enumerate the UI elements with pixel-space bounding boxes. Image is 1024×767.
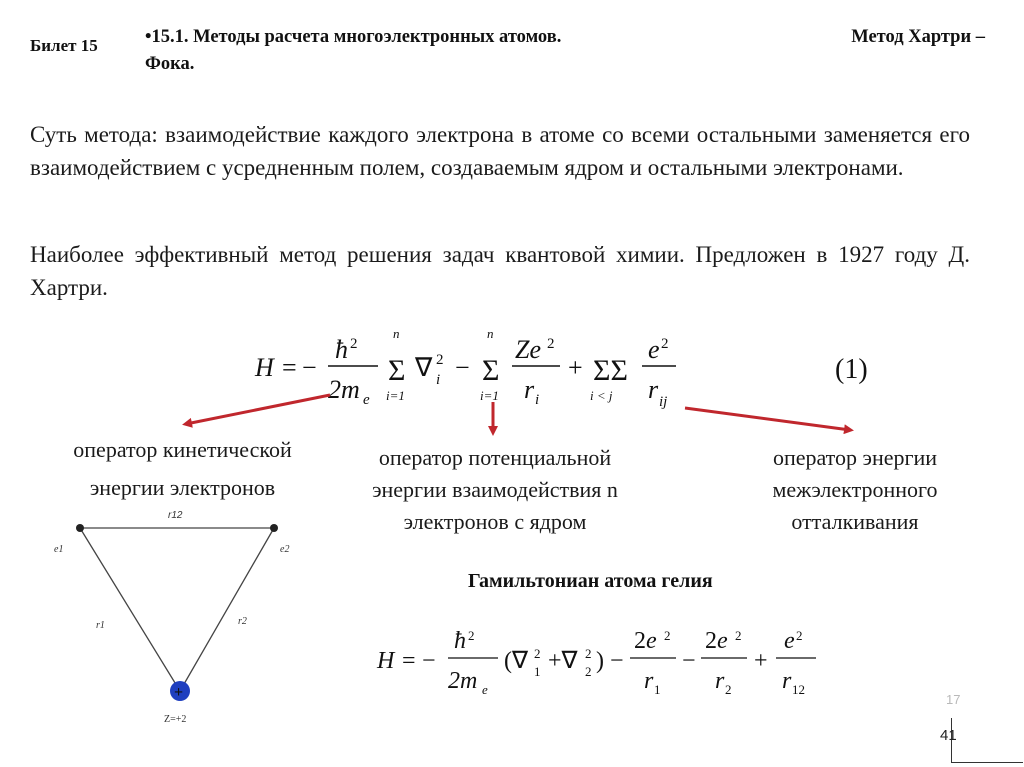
svg-text:12: 12 [792, 682, 805, 697]
svg-text:i: i [436, 372, 441, 388]
svg-text:e: e [482, 682, 488, 697]
svg-text:=: = [282, 353, 297, 382]
svg-text:2e: 2e [634, 628, 657, 654]
svg-text:i: i [535, 392, 540, 408]
svg-text:−: − [682, 648, 696, 674]
nucleus-charge-label: Z=+2 [164, 714, 187, 725]
svg-text:2: 2 [661, 336, 669, 352]
svg-text:H: H [377, 648, 395, 674]
equation-number: (1) [835, 354, 868, 385]
electron-1-point [76, 524, 84, 532]
svg-text:Σ: Σ [482, 354, 500, 387]
helium-hamiltonian-equation [372, 618, 842, 704]
svg-text:−: − [610, 648, 624, 674]
r12-label: r12 [168, 510, 183, 521]
nucleus-sign: + [174, 684, 184, 701]
helium-hamiltonian-title: Гамильтониан атома гелия [468, 570, 713, 592]
svg-text:=: = [402, 648, 416, 674]
svg-text:r: r [715, 668, 725, 694]
svg-text:2: 2 [585, 664, 592, 679]
svg-text:ij: ij [659, 394, 668, 410]
svg-text:2: 2 [436, 352, 444, 368]
svg-text:1: 1 [654, 682, 661, 697]
potential-operator-label: оператор потенциальной энергии взаимодействия n электронов с ядром [372, 445, 618, 534]
svg-text:2: 2 [534, 646, 541, 661]
svg-text:r: r [648, 375, 659, 404]
svg-text:n: n [393, 326, 400, 341]
svg-text:2m: 2m [328, 375, 360, 404]
heading-part1: •15.1. Методы расчета многоэлектронных атомов. [145, 27, 562, 47]
svg-text:): ) [596, 648, 604, 674]
svg-text:r: r [524, 375, 535, 404]
svg-text:−: − [455, 353, 470, 382]
svg-text:ΣΣ: ΣΣ [593, 354, 628, 387]
svg-text:n: n [487, 326, 494, 341]
svg-text:2e: 2e [705, 628, 728, 654]
r1-label: r1 [96, 620, 105, 631]
svg-text:r: r [644, 668, 654, 694]
corner-rule-horizontal [951, 762, 1023, 763]
kinetic-operator-label: оператор кинетической энергии электронов [73, 437, 292, 500]
svg-text:ħ: ħ [335, 335, 348, 364]
svg-text:i < j: i < j [590, 388, 613, 403]
svg-text:+: + [568, 353, 583, 382]
svg-text:1: 1 [534, 664, 541, 679]
svg-text:Σ: Σ [388, 354, 406, 387]
repulsion-operator-label: оператор энергии межэлектронного отталкивания [772, 445, 938, 534]
svg-text:+∇: +∇ [548, 648, 578, 674]
arrow-repulsion [685, 408, 850, 430]
svg-text:−: − [422, 648, 436, 674]
inner-page-number: 17 [946, 692, 961, 707]
svg-text:Ze: Ze [515, 335, 541, 364]
heading-part2: Метод Хартри – [851, 27, 985, 47]
slide-page-number: 41 [940, 727, 957, 744]
svg-text:+: + [754, 648, 768, 674]
svg-text:r: r [782, 668, 792, 694]
svg-text:2: 2 [725, 682, 732, 697]
svg-text:i=1: i=1 [386, 388, 405, 403]
electron-2-point [270, 524, 278, 532]
svg-text:i=1: i=1 [480, 388, 499, 403]
svg-text:2: 2 [547, 336, 555, 352]
svg-text:e: e [648, 335, 660, 364]
method-history-paragraph: Наиболее эффективный метод решения задач квантовой химии. Предложен в 1927 году Д. Хартри. [30, 242, 970, 301]
svg-text:2: 2 [350, 336, 358, 352]
method-essence-paragraph: Суть метода: взаимодействие каждого электрона в атоме со всеми остальными заменяется его взаимодействием с усредненным полем, создаваемым ядром и остальными электронами. [30, 122, 970, 181]
svg-text:(∇: (∇ [504, 648, 529, 674]
svg-text:2: 2 [796, 628, 803, 643]
svg-text:2: 2 [664, 628, 671, 643]
svg-text:2: 2 [735, 628, 742, 643]
svg-text:2m: 2m [448, 668, 478, 694]
heading-line2: Фока. [145, 53, 195, 74]
helium-atom-diagram [40, 500, 320, 730]
r2-label: r2 [238, 616, 247, 627]
svg-text:−: − [302, 353, 317, 382]
arrow-kinetic [186, 395, 330, 424]
e2-label: e2 [280, 544, 290, 555]
svg-text:ħ: ħ [454, 628, 466, 654]
e1-label: e1 [54, 544, 64, 555]
svg-text:2: 2 [585, 646, 592, 661]
svg-text:H: H [255, 353, 274, 382]
svg-text:∇: ∇ [415, 353, 433, 382]
svg-text:2: 2 [468, 628, 475, 643]
ticket-label: Билет 15 [30, 36, 98, 55]
svg-text:e: e [363, 392, 370, 408]
svg-text:e: e [784, 628, 795, 654]
